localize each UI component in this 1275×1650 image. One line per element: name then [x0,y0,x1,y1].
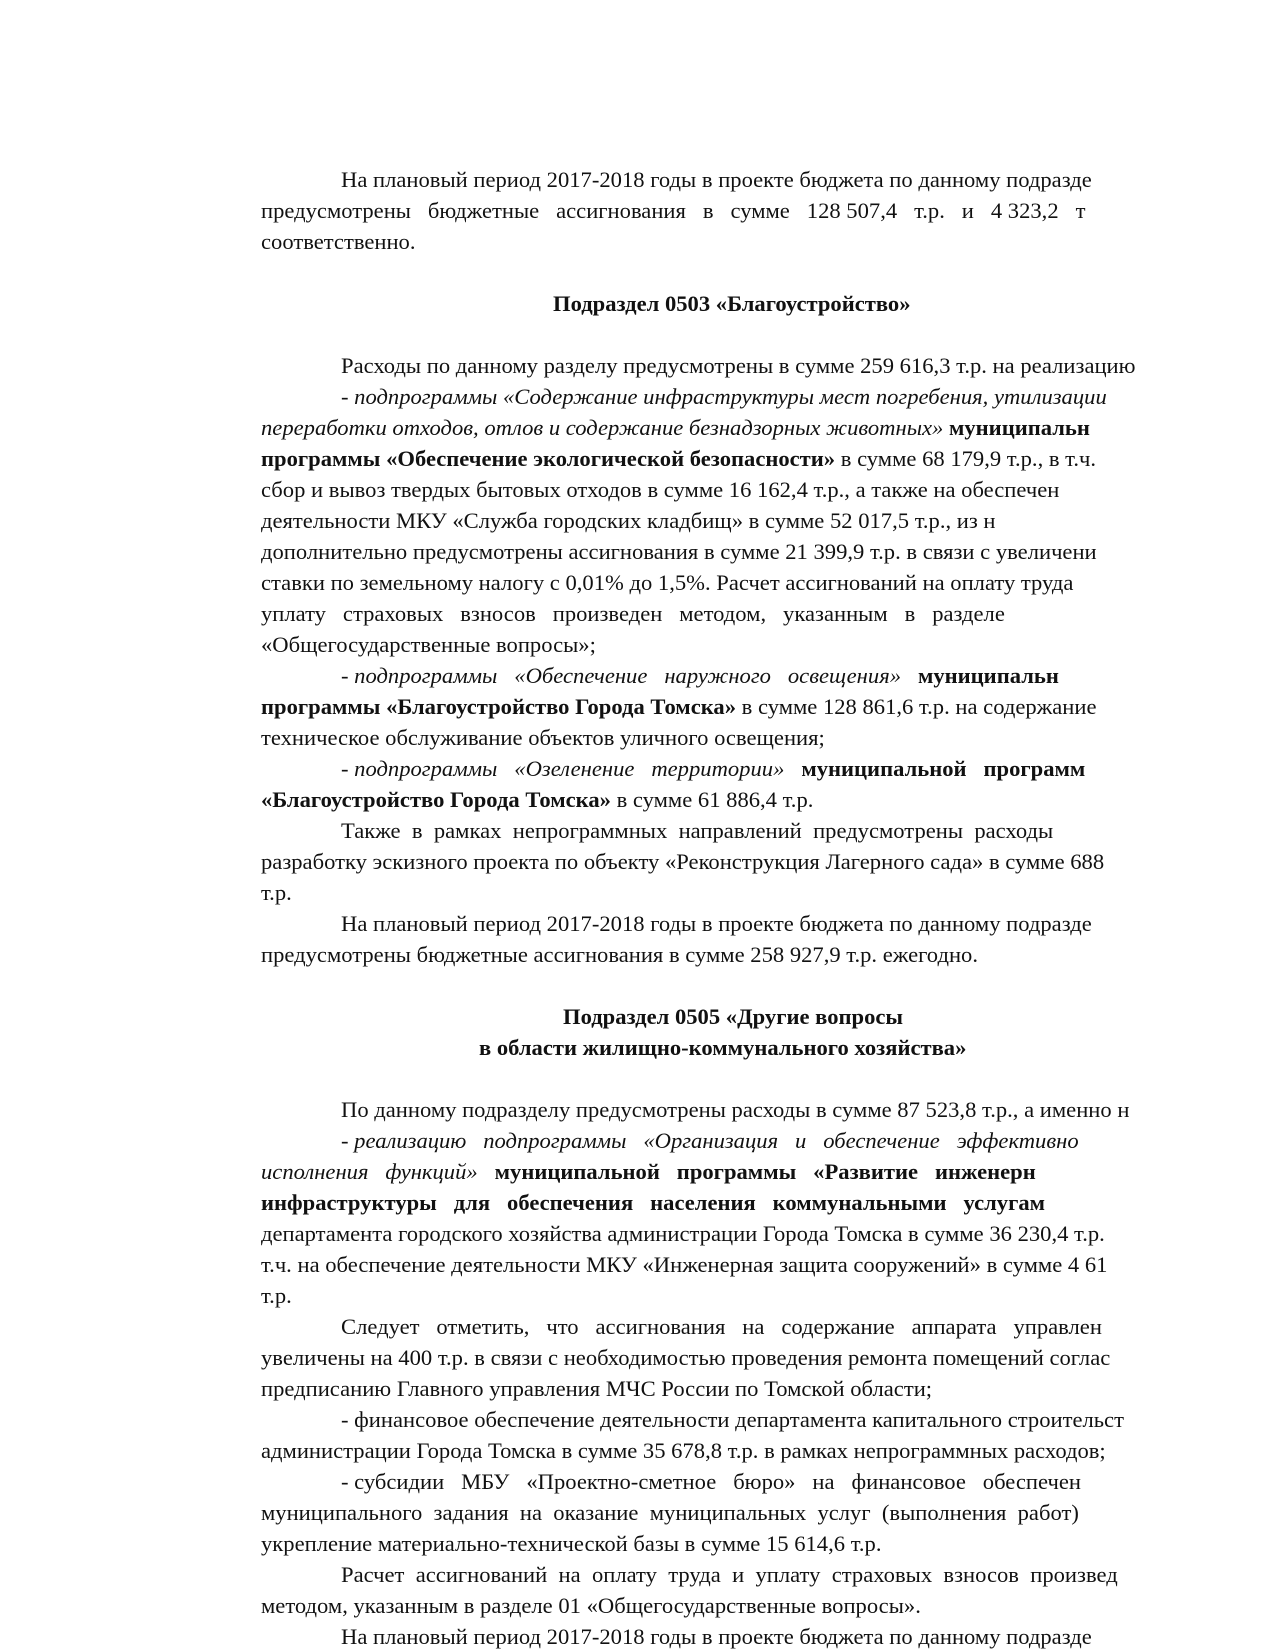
text-line [261,691,1261,722]
text-line: дополнительно предусмотрены ассигнования в сумме 21 399,9 т.р. в связи с увеличени [261,539,1097,564]
text-line: сбор и вывоз твердых бытовых отходов в сумме 16 162,4 т.р., а также на обеспечен [261,477,1060,502]
text-line: методом, указанным в разделе 01 «Общегосударственные вопросы». [261,1593,921,1618]
text-line: Расходы по данному разделу предусмотрены в сумме 259 616,3 т.р. на реализацию [341,353,1136,378]
text-run: в сумме 68 179,9 т.р., в т.ч. [835,446,1097,471]
bold-program: инфраструктуры для обеспечения населения коммунальными услугам [261,1190,1046,1215]
text-line: Следует отметить, что ассигнования на содержание аппарата управлен [341,1314,1102,1339]
paragraph-0503-expenses [261,350,1261,970]
text-line: На плановый период 2017-2018 годы в проекте бюджета по данному подразде [341,167,1092,192]
text-line: предписанию Главного управления МЧС России по Томской области; [261,1376,933,1401]
text-line: Также в рамках непрограммных направлений предусмотрены расходы [341,818,1054,843]
text-line: предусмотрены бюджетные ассигнования в сумме 258 927,9 т.р. ежегодно. [261,942,978,967]
paragraph-0505-expenses [261,1094,1261,1650]
text-line: соответственно. [261,229,416,254]
text-line: - субсидии МБУ «Проектно-сметное бюро» на финансовое обеспечен [341,1469,1081,1494]
text-line: Расчет ассигнований на оплату труда и уплату страховых взносов произвед [341,1562,1118,1587]
text-line: т.р. [261,1283,292,1308]
text-line: т.ч. на обеспечение деятельности МКУ «Инженерная защита сооружений» в сумме 4 61 [261,1252,1108,1277]
text-line: уплату страховых взносов произведен методом, указанным в разделе [261,601,1005,626]
text-line: ставки по земельному налогу с 0,01% до 1,5%. Расчет ассигнований на оплату труда [261,570,1074,595]
text-line: т.р. [261,880,292,905]
section-heading-0505-line2: в области жилищно-коммунального хозяйства» [479,1035,967,1060]
text-line: разработку эскизного проекта по объекту «Реконструкция Лагерного сада» в сумме 688 [261,849,1105,874]
text-line [261,412,1261,443]
text-run: в сумме 128 861,6 т.р. на содержание [736,694,1097,719]
text-line [261,753,1261,784]
italic-subprogram: - подпрограммы «Озеленение территории» [341,756,785,781]
paragraph-planned-period-0502 [261,164,1261,257]
bold-program: муниципальной программ [784,756,1086,781]
text-line [261,1187,1261,1218]
text-line: укрепление материально-технической базы в сумме 15 614,6 т.р. [261,1531,882,1556]
text-line [261,1125,1261,1156]
bold-program: «Благоустройство Города Томска» [261,787,611,812]
text-line: техническое обслуживание объектов уличного освещения; [261,725,825,750]
bold-program: муниципальн [943,415,1090,440]
text-line: увеличены на 400 т.р. в связи с необходимостью проведения ремонта помещений соглас [261,1345,1111,1370]
text-line [261,443,1261,474]
document-body [261,164,1261,1650]
italic-subprogram: - подпрограммы «Обеспечение наружного освещения» [341,663,901,688]
text-line: муниципального задания на оказание муниципальных услуг (выполнения работ) [261,1500,1079,1525]
text-line: деятельности МКУ «Служба городских кладбищ» в сумме 52 017,5 т.р., из н [261,508,996,533]
italic-subprogram: - подпрограммы «Содержание инфраструктуры мест погребения, утилизации [341,384,1107,409]
text-run: в сумме 61 886,4 т.р. [610,787,814,812]
italic-subprogram: переработки отходов, отлов и содержание безнадзорных животных» [261,415,944,440]
italic-subprogram: исполнения функций» [261,1159,478,1184]
section-heading-0505-line1: Подраздел 0505 «Другие вопросы [563,1004,904,1029]
text-line: По данному подразделу предусмотрены расходы в сумме 87 523,8 т.р., а именно н [341,1097,1130,1122]
text-line [261,1156,1261,1187]
bold-program: муниципальной программы «Развитие инженерн [477,1159,1036,1184]
text-line: администрации Города Томска в сумме 35 678,8 т.р. в рамках непрограммных расходов; [261,1438,1106,1463]
text-line: департамента городского хозяйства администрации Города Томска в сумме 36 230,4 т.р. [261,1221,1105,1246]
bold-program: муниципальн [901,663,1059,688]
italic-subprogram: - реализацию подпрограммы «Организация и обеспечение эффективно [341,1128,1079,1153]
text-line: На плановый период 2017-2018 годы в проекте бюджета по данному подразде [341,1624,1092,1649]
text-line [261,784,1261,815]
text-line: предусмотрены бюджетные ассигнования в сумме 128 507,4 т.р. и 4 323,2 т [261,198,1086,223]
text-line [261,381,1261,412]
text-line: На плановый период 2017-2018 годы в проекте бюджета по данному подразде [341,911,1092,936]
text-line [261,660,1261,691]
bold-program: программы «Обеспечение экологической безопасности» [261,446,836,471]
text-line: - финансовое обеспечение деятельности департамента капитального строительст [341,1407,1124,1432]
section-heading-0503: Подраздел 0503 «Благоустройство» [553,291,911,316]
text-line: «Общегосударственные вопросы»; [261,632,596,657]
bold-program: программы «Благоустройство Города Томска» [261,694,736,719]
